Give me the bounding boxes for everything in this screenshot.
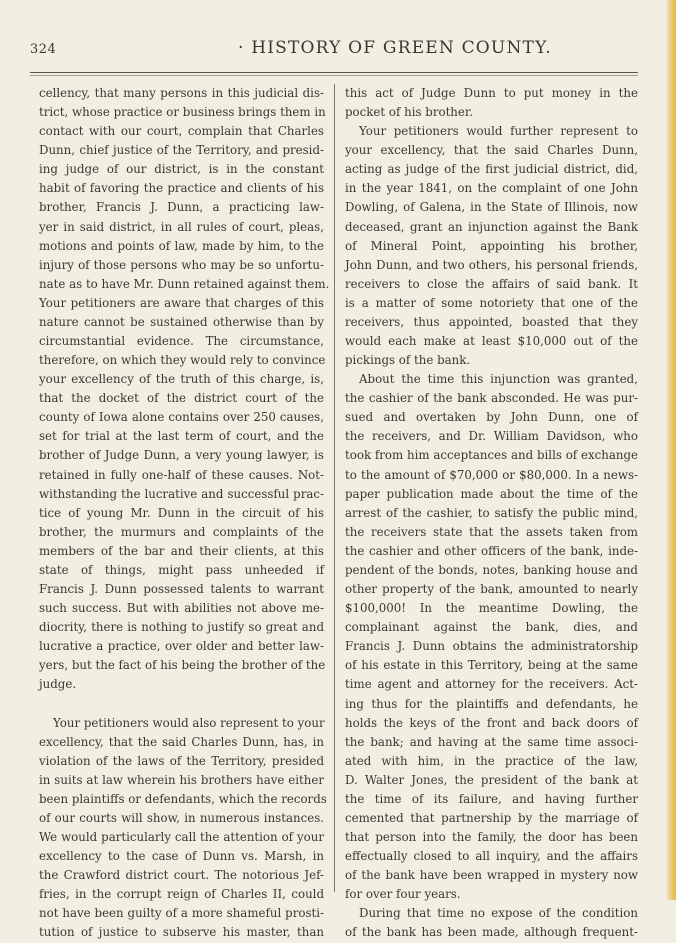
text-line: the bank; and having at the same time associ-: [345, 734, 638, 749]
text-line: that person into the family, the door has been: [345, 830, 638, 845]
text-line: the receivers, and Dr. William Davidson, who: [345, 429, 638, 444]
right-paragraph-4: [345, 904, 638, 942]
text-line: receivers to close the affairs of said bank. It: [345, 276, 638, 291]
left-paragraph-1: [39, 84, 330, 695]
left-column: [39, 84, 330, 942]
text-line: pocket of his brother.: [345, 105, 473, 120]
text-line: Dunn, chief justice of the Territory, and presid-: [39, 143, 324, 158]
text-line: During that time no expose of the condition: [359, 906, 638, 921]
column-rule: [334, 84, 335, 892]
page-edge: [666, 0, 676, 900]
text-line: is a matter of some notoriety that one of the: [345, 295, 638, 310]
text-line: We would particularly call the attention of your: [39, 829, 324, 844]
text-line: acting as judge of the first judicial district, did,: [345, 162, 638, 177]
text-line: brother, the murmurs and complaints of the: [39, 524, 324, 539]
text-line: habit of favoring the practice and clients of his: [39, 181, 324, 196]
text-line: paper publication made about the time of the: [345, 486, 638, 501]
text-line: diocrity, there is nothing to justify so great and: [39, 620, 324, 635]
text-line: of the bank have been wrapped in mystery now: [345, 868, 638, 883]
text-line: trict, whose practice or business brings them in: [39, 105, 326, 120]
text-line: complainant against the bank, dies, and: [345, 620, 638, 635]
right-paragraph-2: [345, 122, 638, 370]
text-line: Francis J. Dunn obtains the administratorship: [345, 639, 638, 654]
text-line: county of Iowa alone contains over 250 causes,: [39, 410, 324, 425]
text-line: cellency, that many persons in this judicial dis-: [39, 86, 324, 100]
text-line: Your petitioners are aware that charges of this: [39, 295, 324, 310]
text-line: to the amount of $70,000 or $80,000. In a news-: [345, 467, 638, 482]
right-paragraph-1: [345, 84, 638, 122]
running-head: · HISTORY OF GREEN COUNTY.: [238, 38, 552, 58]
text-line: other property of the bank, amounted to nearly: [345, 582, 638, 597]
text-line: the Crawford district court. The notorious Jef-: [39, 868, 324, 883]
text-line: set for trial at the last term of court, and the: [39, 429, 324, 444]
text-line: been plaintiffs or defendants, which the records: [39, 791, 327, 806]
header-rule: [30, 72, 638, 73]
text-line: arrest of the cashier, to satisfy the public mind,: [345, 505, 638, 520]
text-line: $100,000! In the meantime Dowling, the: [345, 601, 638, 616]
text-line: pendent of the bonds, notes, banking house and: [345, 562, 638, 577]
text-line: tution of justice to subserve his master, than: [39, 925, 324, 940]
text-line: holds the keys of the front and back doors of: [345, 715, 638, 730]
left-paragraph-2: [39, 714, 327, 943]
text-line: for over four years.: [345, 887, 461, 902]
text-line: retained in fully one-half of these causes. Not-: [39, 467, 324, 482]
text-line: violation of the laws of the Territory, presided: [39, 753, 324, 768]
text-line: deceased, grant an injunction against the Bank: [345, 219, 638, 234]
text-line: the cashier and other officers of the bank, inde-: [345, 543, 638, 558]
text-line: Dowling, of Galena, in the State of Illinois, now: [345, 200, 638, 215]
text-line: in suits at law wherein his brothers have either: [39, 772, 324, 787]
text-line: Francis J. Dunn possessed talents to warrant: [39, 582, 324, 597]
text-line: the receivers state that the assets taken from: [345, 524, 638, 539]
text-line: circumstantial evidence. The circumstance,: [39, 334, 324, 349]
text-line: yer in said district, in all rules of court, pleas,: [39, 219, 324, 234]
text-line: of the bank has been made, although frequent-: [345, 925, 638, 940]
text-line: the time of its failure, and having further: [345, 791, 638, 806]
text-line: receivers, thus appointed, boasted that they: [345, 314, 638, 329]
text-line: time agent and attorney for the receivers. Act-: [345, 677, 638, 692]
text-line: John Dunn, and two others, his personal friends,: [345, 257, 638, 272]
text-line: therefore, on which they would rely to convince: [39, 353, 326, 368]
text-line: of our courts will show, in numerous instances.: [39, 810, 324, 825]
right-paragraph-3: [345, 370, 638, 904]
text-line: ing thus for the plaintiffs and defendants, he: [345, 696, 638, 711]
text-line: D. Walter Jones, the president of the bank at: [345, 772, 638, 787]
text-line: took from him acceptances and bills of exchange: [345, 448, 638, 463]
text-line: your excellency, that the said Charles Dunn,: [345, 143, 638, 158]
text-line: fries, in the corrupt reign of Charles II, could: [39, 887, 324, 902]
text-line: this act of Judge Dunn to put money in the: [345, 86, 638, 100]
text-line: nature cannot be sustained otherwise than by: [39, 314, 324, 329]
text-line: About the time this injunction was granted,: [359, 372, 638, 387]
header-rule-thin: [30, 75, 638, 76]
text-line: pickings of the bank.: [345, 353, 471, 368]
text-line: effectually closed to all inquiry, and the affairs: [345, 849, 638, 864]
page-header: [30, 38, 640, 62]
text-line: motions and points of law, made by him, to the: [39, 238, 324, 253]
text-line: cemented that partnership by the marriage of: [345, 810, 638, 825]
text-line: your excellency of the truth of this charge, is,: [39, 372, 324, 387]
text-line: excellency, that the said Charles Dunn, has, in: [39, 734, 324, 749]
text-line: tice of young Mr. Dunn in the circuit of his: [39, 505, 324, 520]
right-column: [345, 84, 638, 943]
text-line: nate as to have Mr. Dunn retained against them.: [39, 276, 330, 291]
text-line: brother, Francis J. Dunn, a practicing law-: [39, 200, 324, 215]
text-line: of Mineral Point, appointing his brother,: [345, 238, 638, 253]
text-line: Your petitioners would further represent to: [359, 124, 638, 139]
text-line: excellency to the case of Dunn vs. Marsh, in: [39, 849, 324, 864]
text-line: such success. But with abilities not above me-: [39, 601, 324, 616]
text-line: judge.: [39, 677, 77, 692]
text-line: contact with our court, complain that Charles: [39, 124, 324, 139]
text-line: withstanding the lucrative and successful prac-: [39, 486, 324, 501]
text-line: the cashier of the bank absconded. He was pur-: [345, 391, 638, 406]
text-line: sued and overtaken by John Dunn, one of: [345, 410, 638, 425]
page-number: 324: [30, 42, 57, 57]
text-line: not have been guilty of a more shameful prosti-: [39, 906, 324, 921]
text-line: brother of Judge Dunn, a very young lawyer, is: [39, 448, 324, 463]
text-line: ated with him, in the practice of the law,: [345, 753, 638, 768]
text-line: of his estate in this Territory, being at the same: [345, 658, 638, 673]
text-line: ing judge of our district, is in the constant: [39, 162, 324, 177]
text-line: that the docket of the district court of the: [39, 391, 324, 406]
text-line: in the year 1841, on the complaint of one John: [345, 181, 638, 196]
text-line: injury of those persons who may be so unfortu-: [39, 257, 324, 272]
text-line: would each make at least $10,000 out of the: [345, 334, 638, 349]
paragraph-gap: [39, 695, 324, 714]
text-line: state of things, might pass unheeded if: [39, 562, 324, 577]
text-line: lucrative a practice, over older and better law-: [39, 639, 324, 654]
text-line: Your petitioners would also represent to your: [53, 715, 325, 730]
text-line: yers, but the fact of his being the brother of the: [39, 658, 326, 673]
text-line: members of the bar and their clients, at this: [39, 543, 324, 558]
